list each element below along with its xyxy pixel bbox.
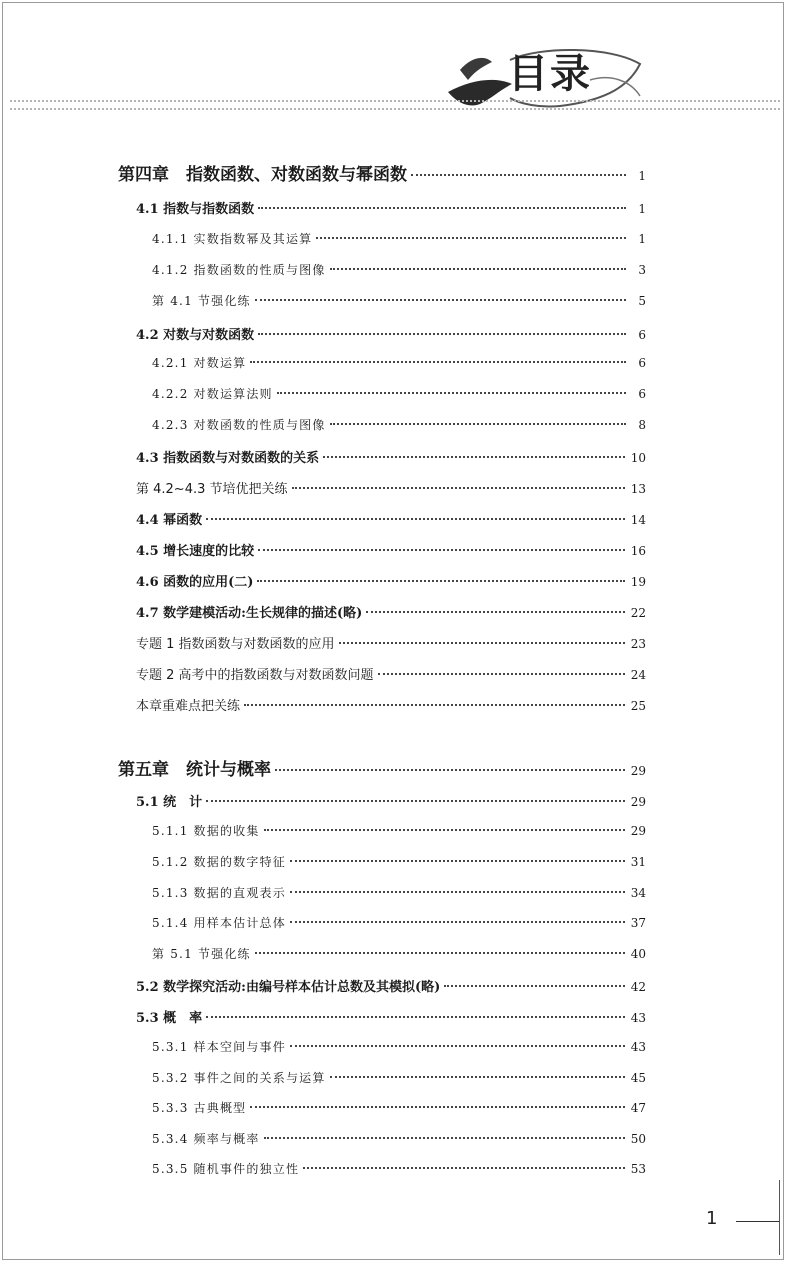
toc-entry [152, 1160, 646, 1177]
toc-title: 目录 [508, 51, 592, 97]
toc-entry-page: 16 [630, 544, 646, 558]
dot-leader [255, 952, 625, 954]
toc-entry-title: 专题 1 指数函数与对数函数的应用 [136, 637, 335, 652]
dot-leader [206, 518, 625, 520]
dot-leader [330, 268, 626, 270]
toc-entry-page: 42 [630, 980, 646, 994]
toc-entry-title: 4.3 指数函数与对数函数的关系 [136, 451, 320, 466]
toc-entry-title: 4.1 指数与指数函数 [136, 202, 255, 217]
toc-entry-title: 5.1.1 数据的收集 [152, 824, 260, 838]
dot-leader [303, 1167, 625, 1169]
toc-entry-page: 47 [630, 1101, 646, 1115]
toc-entry-title: 5.1.3 数据的直观表示 [152, 886, 286, 900]
toc-entry-page: 43 [630, 1011, 646, 1025]
toc-entry-page: 6 [638, 387, 646, 401]
toc-entry [136, 447, 646, 466]
toc-entry [136, 791, 646, 810]
dot-leader [411, 174, 626, 176]
toc-entry [152, 230, 646, 247]
toc-entry [136, 198, 646, 217]
toc-entry-page: 1 [638, 232, 646, 246]
toc-entry-page: 25 [630, 699, 646, 713]
toc-entry-title: 4.5 增长速度的比较 [136, 544, 255, 559]
dot-leader [330, 1076, 625, 1078]
toc-entry [136, 602, 646, 621]
toc-entry-title: 5.3 概 率 [136, 1011, 203, 1026]
toc-entry [152, 385, 646, 402]
toc-entry-title: 5.1 统 计 [136, 795, 203, 810]
toc-entry-page: 31 [630, 855, 646, 869]
toc-entry-title: 4.1.2 指数函数的性质与图像 [152, 263, 326, 277]
toc-entry-page: 1 [638, 169, 646, 183]
dot-leader [292, 487, 625, 489]
toc-entry [136, 1007, 646, 1026]
toc-entry [152, 914, 646, 931]
toc-entry-title: 4.1.1 实数指数幂及其运算 [152, 232, 313, 246]
toc-entry [136, 695, 646, 714]
dot-leader [258, 333, 626, 335]
toc-entry-page: 45 [630, 1071, 646, 1085]
toc-entry-page: 19 [630, 575, 646, 589]
page-number-rule [736, 1221, 780, 1222]
toc-entry-page: 1 [638, 202, 646, 216]
toc-entry-page: 5 [638, 294, 646, 308]
dot-leader [444, 985, 624, 987]
toc-entry [136, 509, 646, 528]
dot-leader [250, 361, 626, 363]
dot-leader [206, 1016, 625, 1018]
toc-entry-page: 3 [638, 263, 646, 277]
toc-entry-title: 4.2.1 对数运算 [152, 356, 247, 370]
dot-leader [258, 549, 625, 551]
dot-leader [277, 392, 626, 394]
toc-entry [152, 1099, 646, 1116]
dot-leader [290, 860, 625, 862]
toc-entry [152, 884, 646, 901]
toc-entry-title: 5.3.5 随机事件的独立性 [152, 1162, 300, 1176]
toc-entry-title: 第四章 指数函数、对数函数与幂函数 [118, 165, 407, 185]
toc-entry-page: 10 [630, 451, 646, 465]
dot-leader [264, 829, 625, 831]
toc-entry-page: 34 [630, 886, 646, 900]
toc-entry-page: 53 [630, 1162, 646, 1176]
toc-entry [152, 945, 646, 962]
dot-leader [323, 456, 625, 458]
toc-entry-title: 5.3.2 事件之间的关系与运算 [152, 1071, 326, 1085]
toc-entry [118, 160, 646, 185]
toc-entry [152, 1038, 646, 1055]
dot-leader [290, 891, 625, 893]
toc-entry [136, 633, 646, 652]
toc-entry-title: 4.6 函数的应用(二) [136, 575, 254, 590]
toc-entry [152, 1069, 646, 1086]
toc-entry-title: 5.1.4 用样本估计总体 [152, 916, 286, 930]
margin-rule [779, 1180, 780, 1255]
toc-entry-title: 4.2.2 对数运算法则 [152, 387, 273, 401]
toc-entry-title: 5.3.4 频率与概率 [152, 1132, 260, 1146]
toc-entry-page: 8 [638, 418, 646, 432]
toc-entry [152, 853, 646, 870]
dot-leader [206, 800, 625, 802]
toc-entry-page: 14 [630, 513, 646, 527]
toc-entry [136, 976, 646, 995]
dot-leader [258, 207, 626, 209]
toc-entry-page: 43 [630, 1040, 646, 1054]
toc-entry-page: 24 [630, 668, 646, 682]
toc-entry-page: 6 [638, 328, 646, 342]
toc-entry-page: 29 [630, 824, 646, 838]
toc-entry-title: 5.1.2 数据的数字特征 [152, 855, 286, 869]
dot-leader [339, 642, 625, 644]
toc-entry-page: 29 [630, 795, 646, 809]
toc-entry-page: 23 [630, 637, 646, 651]
toc-entry-page: 40 [630, 947, 646, 961]
toc-entry-page: 50 [630, 1132, 646, 1146]
dot-leader [290, 921, 625, 923]
toc-entry-title: 5.3.3 古典概型 [152, 1101, 247, 1115]
dot-leader [330, 423, 626, 425]
toc-entry [136, 664, 646, 683]
toc-entry-title: 5.3.1 样本空间与事件 [152, 1040, 286, 1054]
toc-entry [152, 261, 646, 278]
toc-entry [152, 822, 646, 839]
toc-entry-page: 6 [638, 356, 646, 370]
toc-entry-page: 37 [630, 916, 646, 930]
dot-leader [366, 611, 624, 613]
toc-entry-title: 本章重难点把关练 [136, 699, 241, 714]
toc-entry [152, 1130, 646, 1147]
toc-entry-title: 5.2 数学探究活动:由编号样本估计总数及其模拟(略) [136, 980, 441, 995]
dot-leader [255, 299, 626, 301]
toc-entry-title: 专题 2 高考中的指数函数与对数函数问题 [136, 668, 374, 683]
page-number: 1 [706, 1208, 718, 1229]
toc-entry [152, 416, 646, 433]
toc-entry-title: 第 4.1 节强化练 [152, 294, 251, 308]
toc-entry-title: 第 4.2~4.3 节培优把关练 [136, 482, 288, 497]
dot-leader [264, 1137, 625, 1139]
toc-entry [136, 324, 646, 343]
toc-entry-title: 第五章 统计与概率 [118, 760, 271, 780]
toc-entry-title: 4.4 幂函数 [136, 513, 203, 528]
dot-leader [290, 1045, 625, 1047]
toc-entry [152, 292, 646, 309]
toc-entry [136, 571, 646, 590]
toc-entry-title: 4.7 数学建模活动:生长规律的描述(略) [136, 606, 363, 621]
dot-leader [250, 1106, 624, 1108]
dot-leader [244, 704, 625, 706]
toc-entry-title: 4.2 对数与对数函数 [136, 328, 255, 343]
toc-entry-page: 29 [630, 764, 646, 778]
dot-leader [316, 237, 626, 239]
toc-entry-title: 4.2.3 对数函数的性质与图像 [152, 418, 326, 432]
toc-entry [152, 354, 646, 371]
toc-entry [118, 755, 646, 780]
toc-entry-page: 13 [630, 482, 646, 496]
toc-entry [136, 540, 646, 559]
dot-leader [378, 673, 625, 675]
toc-entry-title: 第 5.1 节强化练 [152, 947, 251, 961]
toc-entry-page: 22 [630, 606, 646, 620]
toc-entry [136, 478, 646, 497]
dot-leader [257, 580, 624, 582]
dot-leader [275, 769, 625, 771]
